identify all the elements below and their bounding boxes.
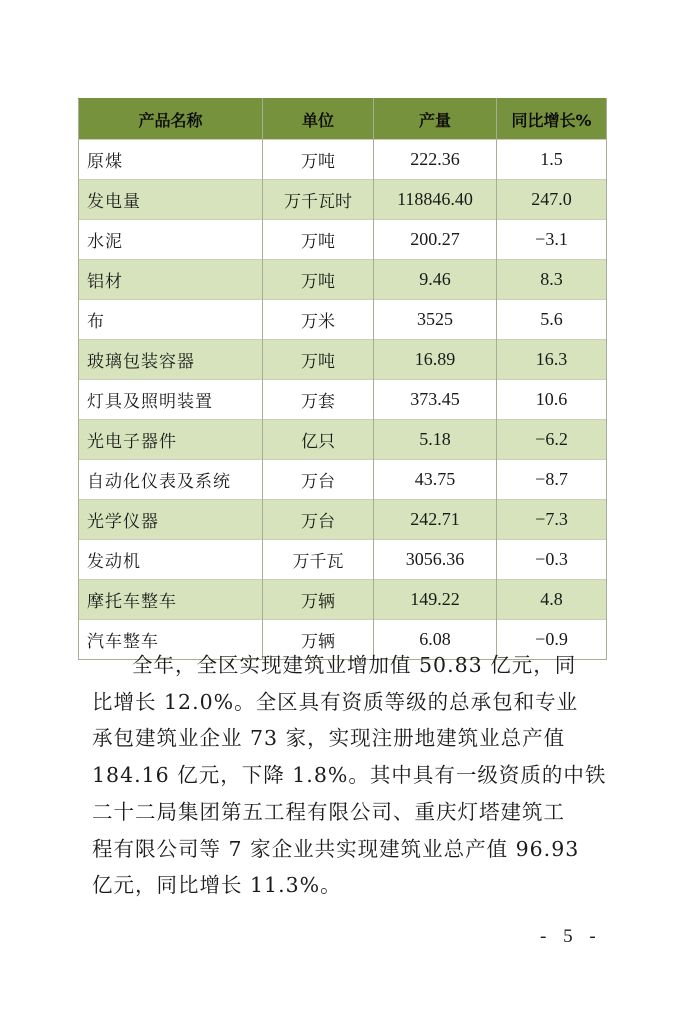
product-output: 373.45 bbox=[374, 380, 497, 420]
product-unit: 万辆 bbox=[263, 620, 374, 660]
product-output: 242.71 bbox=[374, 500, 497, 540]
product-output: 118846.40 bbox=[374, 180, 497, 220]
paragraph-line: 亿元，同比增长 11.3%。 bbox=[92, 873, 342, 898]
product-output: 3056.36 bbox=[374, 540, 497, 580]
paragraph-line: 程有限公司等 7 家企业共实现建筑业总产值 96.93 bbox=[92, 836, 580, 861]
table-row bbox=[79, 140, 607, 180]
product-growth: 247.0 bbox=[497, 180, 607, 220]
page-number: - 5 - bbox=[540, 926, 602, 947]
product-unit: 万台 bbox=[263, 500, 374, 540]
paragraph-line: 全年，全区实现建筑业增加值 50.83 亿元，同 bbox=[132, 653, 577, 677]
paragraph-line: 比增长 12.0%。全区具有资质等级的总承包和专业 bbox=[92, 689, 579, 714]
product-name: 灯具及照明装置 bbox=[79, 380, 263, 420]
table-row bbox=[79, 340, 607, 380]
industrial-output-table bbox=[78, 98, 607, 660]
product-unit: 万千瓦时 bbox=[263, 180, 374, 220]
table-row bbox=[79, 380, 607, 420]
product-unit: 万吨 bbox=[263, 140, 374, 180]
product-name: 光电子器件 bbox=[79, 420, 263, 460]
table-row bbox=[79, 460, 607, 500]
product-output: 3525 bbox=[374, 300, 497, 340]
table-row bbox=[79, 580, 607, 620]
product-output: 222.36 bbox=[374, 140, 497, 180]
table-row bbox=[79, 500, 607, 540]
product-growth: 10.6 bbox=[497, 380, 607, 420]
product-unit: 万台 bbox=[263, 460, 374, 500]
product-growth: −7.3 bbox=[497, 500, 607, 540]
product-name: 原煤 bbox=[79, 140, 263, 180]
paragraph-line: 二十二局集团第五工程有限公司、重庆灯塔建筑工 bbox=[92, 799, 565, 824]
table-row bbox=[79, 420, 607, 460]
product-name: 摩托车整车 bbox=[79, 580, 263, 620]
table-row bbox=[79, 300, 607, 340]
table-row bbox=[79, 220, 607, 260]
header-product-name: 产品名称 bbox=[79, 99, 263, 140]
product-unit: 亿只 bbox=[263, 420, 374, 460]
header-growth: 同比增长% bbox=[497, 99, 607, 140]
product-name: 光学仪器 bbox=[79, 500, 263, 540]
product-growth: −0.3 bbox=[497, 540, 607, 580]
product-output: 16.89 bbox=[374, 340, 497, 380]
product-name: 自动化仪表及系统 bbox=[79, 460, 263, 500]
product-name: 铝材 bbox=[79, 260, 263, 300]
table-header-row bbox=[79, 99, 607, 140]
table-row bbox=[79, 180, 607, 220]
product-unit: 万吨 bbox=[263, 340, 374, 380]
product-unit: 万米 bbox=[263, 300, 374, 340]
product-name: 水泥 bbox=[79, 220, 263, 260]
product-unit: 万吨 bbox=[263, 220, 374, 260]
construction-paragraph bbox=[92, 647, 607, 904]
product-growth: −3.1 bbox=[497, 220, 607, 260]
product-growth: 1.5 bbox=[497, 140, 607, 180]
product-growth: −8.7 bbox=[497, 460, 607, 500]
table-row bbox=[79, 260, 607, 300]
paragraph-line: 承包建筑业企业 73 家，实现注册地建筑业总产值 bbox=[92, 726, 566, 751]
paragraph-line: 184.16 亿元，下降 1.8%。其中具有一级资质的中铁 bbox=[92, 763, 607, 788]
product-growth: 8.3 bbox=[497, 260, 607, 300]
product-unit: 万辆 bbox=[263, 580, 374, 620]
product-unit: 万吨 bbox=[263, 260, 374, 300]
product-name: 玻璃包装容器 bbox=[79, 340, 263, 380]
product-unit: 万套 bbox=[263, 380, 374, 420]
product-output: 9.46 bbox=[374, 260, 497, 300]
product-growth: −0.9 bbox=[497, 620, 607, 660]
product-growth: 16.3 bbox=[497, 340, 607, 380]
product-unit: 万千瓦 bbox=[263, 540, 374, 580]
product-growth: 5.6 bbox=[497, 300, 607, 340]
product-output: 200.27 bbox=[374, 220, 497, 260]
product-output: 6.08 bbox=[374, 620, 497, 660]
product-output: 43.75 bbox=[374, 460, 497, 500]
product-output: 149.22 bbox=[374, 580, 497, 620]
product-growth: 4.8 bbox=[497, 580, 607, 620]
table-row bbox=[79, 540, 607, 580]
header-output: 产量 bbox=[374, 99, 497, 140]
product-name: 汽车整车 bbox=[79, 620, 263, 660]
product-growth: −6.2 bbox=[497, 420, 607, 460]
product-name: 发电量 bbox=[79, 180, 263, 220]
product-name: 发动机 bbox=[79, 540, 263, 580]
product-name: 布 bbox=[79, 300, 263, 340]
product-output: 5.18 bbox=[374, 420, 497, 460]
header-unit: 单位 bbox=[263, 99, 374, 140]
